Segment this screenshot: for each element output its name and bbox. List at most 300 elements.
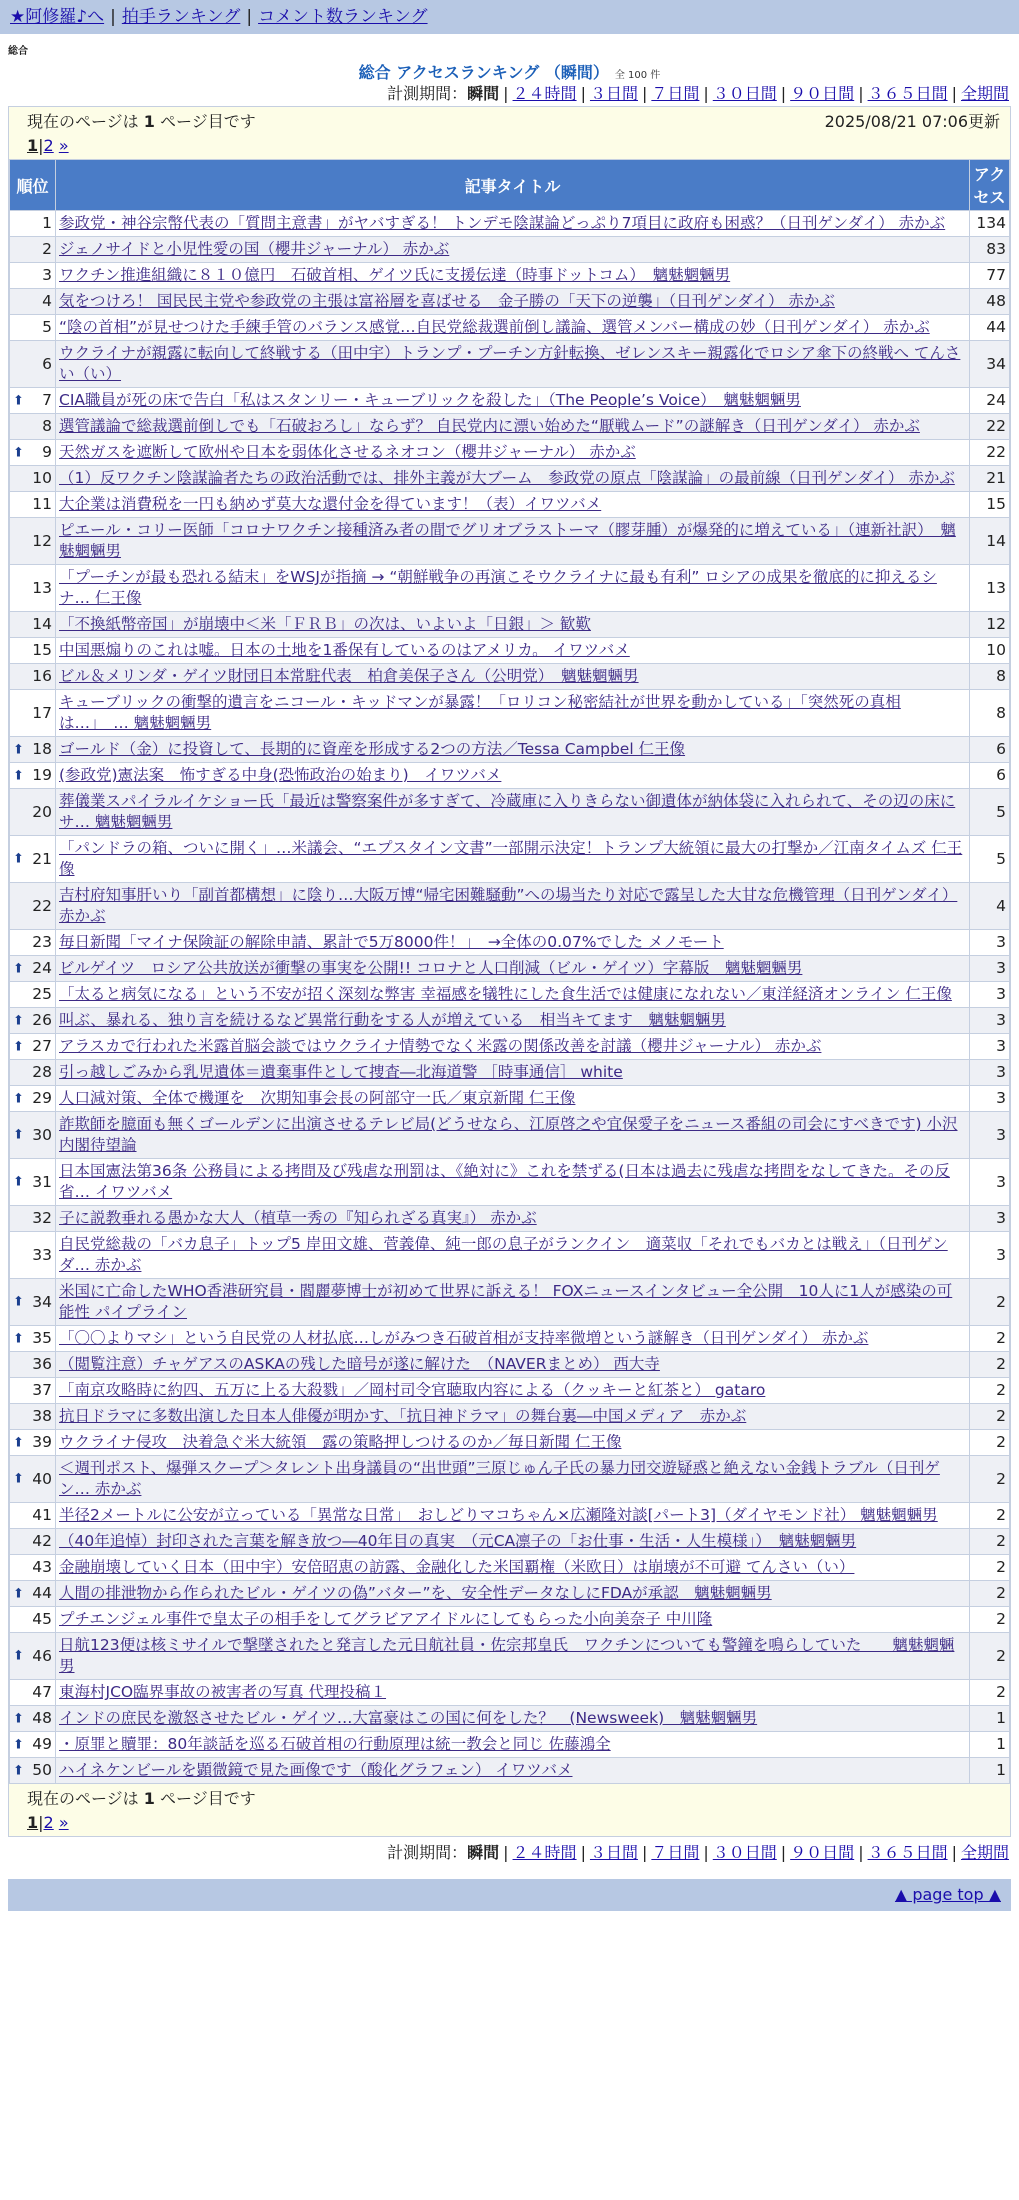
access-count: 10	[970, 638, 1010, 664]
rank-number: 40	[32, 1469, 52, 1488]
table-row	[10, 1706, 1010, 1732]
rank-up-arrow-icon: ⬆	[13, 1039, 24, 1054]
rank-cell	[10, 289, 56, 315]
rank-cell	[10, 518, 56, 565]
article-link[interactable]: （40年追悼）封印された言葉を解き放つ―40年目の真実 （元CA凛子の「お仕事・生活・人生模様」） 魑魅魍魎男	[59, 1532, 857, 1550]
rank-number: 30	[32, 1125, 52, 1144]
title-cell	[56, 1732, 970, 1758]
rank-number: 41	[32, 1506, 52, 1524]
title-cell	[56, 690, 970, 737]
title-cell	[56, 1378, 970, 1404]
title-cell	[56, 414, 970, 440]
page-current: 1	[27, 1813, 39, 1832]
article-link[interactable]: インドの庶民を激怒させたビル・ゲイツ…大富豪はこの国に何をした？ (Newsweek) 魑魅魍魎男	[59, 1709, 758, 1727]
article-link[interactable]: ・原罪と贖罪：80年談話を巡る石破首相の行動原理は統一教会と同じ 佐藤鴻全	[59, 1735, 611, 1753]
title-cell	[56, 440, 970, 466]
access-count: 3	[970, 1034, 1010, 1060]
table-row	[10, 1159, 1010, 1206]
rank-cell	[10, 414, 56, 440]
rank-cell	[10, 1581, 56, 1607]
rank-cell	[10, 341, 56, 388]
article-link[interactable]: （1）反ワクチン陰謀論者たちの政治活動では、排外主義が大ブーム 参政党の原点「陰謀論」の最前線（日刊ゲンダイ） 赤かぶ	[59, 469, 955, 487]
access-count: 2	[970, 1378, 1010, 1404]
article-link[interactable]: （閲覧注意）チャゲアスのASKAの残した暗号が遂に解けた （NAVERまとめ） 西大寺	[59, 1355, 660, 1373]
article-link[interactable]: 日航123便は核ミサイルで撃墜されたと発言した元日航社員・佐宗邦皇氏 ワクチンについても警鐘を鳴らしていた 魑魅魍魎男	[59, 1636, 955, 1675]
access-count: 1	[970, 1732, 1010, 1758]
rank-number: 31	[32, 1172, 52, 1191]
rank-up-arrow-icon: ⬆	[13, 1763, 24, 1778]
rank-cell	[10, 1555, 56, 1581]
article-link[interactable]: “陰の首相”が見せつけた手練手管のバランス感覚…自民党総裁選前倒し議論、選管メンバー構成の妙（日刊ゲンダイ） 赤かぶ	[59, 318, 930, 336]
access-count: 4	[970, 883, 1010, 930]
title-cell	[56, 1086, 970, 1112]
period-link[interactable]: ９０日間	[790, 1843, 855, 1862]
period-separator: |	[951, 1843, 957, 1862]
rank-cell	[10, 1633, 56, 1680]
article-link[interactable]: 詐欺師を臆面も無くゴールデンに出演させるテレビ局(どうせなら、江原啓之や宜保愛子をニュース番組の司会にすべきです) 小沢内閣待望論	[59, 1115, 958, 1154]
period-link[interactable]: ３日間	[589, 1843, 638, 1862]
rank-up-arrow-icon: ⬆	[13, 1091, 24, 1106]
rank-number: 45	[32, 1610, 52, 1628]
rank-cell	[10, 638, 56, 664]
rank-number: 35	[32, 1329, 52, 1347]
access-count: 2	[970, 1680, 1010, 1706]
rank-number: 32	[32, 1209, 52, 1227]
article-link[interactable]: 半径2メートルに公安が立っている「異常な日常」 おしどりマコちゃん×広瀬隆対談[パート3]（ダイヤモンド社） 魑魅魍魎男	[59, 1506, 938, 1524]
article-link[interactable]: プチエンジェル事件で皇太子の相手をしてグラビアアイドルにしてもらった小向美奈子 中川隆	[59, 1610, 713, 1628]
article-link[interactable]: (参政党)憲法案 怖すぎる中身(恐怖政治の始まり) イワツバメ	[59, 766, 502, 784]
article-link[interactable]: キューブリックの衝撃的遺言をニコール・キッドマンが暴露！「ロリコン秘密結社が世界を動かしている」「突然死の真相は…」 … 魑魅魍魎男	[59, 693, 901, 732]
page-separator: |	[38, 1813, 44, 1832]
article-link[interactable]: 叫ぶ、暴れる、独り言を続けるなど異常行動をする人が増えている 相当キてます 魑魅魍魎男	[59, 1011, 726, 1029]
table-row	[10, 690, 1010, 737]
article-link[interactable]: ピエール・コリー医師「コロナワクチン接種済み者の間でグリオブラストーマ（膠芽腫）が爆発的に増えている」（連新社訳） 魑魅魍魎男	[59, 521, 956, 560]
access-count: 2	[970, 1633, 1010, 1680]
rank-number: 5	[42, 318, 52, 336]
rank-cell	[10, 956, 56, 982]
rank-number: 28	[32, 1063, 52, 1081]
pager-status	[27, 1786, 1002, 1809]
rank-cell	[10, 1456, 56, 1503]
period-link[interactable]: ７日間	[651, 84, 700, 103]
rank-number: 24	[32, 959, 52, 977]
rank-number: 6	[42, 354, 52, 373]
table-row	[10, 1326, 1010, 1352]
article-link[interactable]: アラスカで行われた米露首脳会談ではウクライナ情勢でなく米露の関係改善を討議（櫻井ジャーナル） 赤かぶ	[59, 1037, 822, 1055]
rank-cell	[10, 1607, 56, 1633]
table-row	[10, 763, 1010, 789]
access-count: 3	[970, 930, 1010, 956]
rank-cell	[10, 763, 56, 789]
rank-cell	[10, 1529, 56, 1555]
article-link[interactable]: 「〇〇よりマシ」という自民党の人材払底…しがみつき石破首相が支持率微増という謎解き（日刊ゲンダイ） 赤かぶ	[59, 1329, 869, 1347]
title-cell	[56, 1159, 970, 1206]
access-header: アクセス	[970, 160, 1010, 211]
access-count: 1	[970, 1706, 1010, 1732]
next-page-link[interactable]: »	[58, 136, 69, 155]
access-count: 8	[970, 690, 1010, 737]
access-count: 8	[970, 664, 1010, 690]
title-cell	[56, 956, 970, 982]
rank-up-arrow-icon: ⬆	[13, 742, 24, 757]
rank-number: 36	[32, 1355, 52, 1373]
period-link[interactable]: ３０日間	[712, 1843, 777, 1862]
access-count: 44	[970, 315, 1010, 341]
access-count: 15	[970, 492, 1010, 518]
article-link[interactable]: ゴールド（金）に投資して、長期的に資産を形成する2つの方法／Tessa Campbel 仁王像	[59, 740, 686, 758]
page-links	[27, 136, 1002, 155]
page-2-link[interactable]: 2	[43, 1813, 54, 1832]
period-separator: |	[780, 84, 787, 103]
table-row	[10, 1378, 1010, 1404]
article-link[interactable]: 中国悪煽りのこれは嘘。日本の土地を1番保有しているのはアメリカ。 イワツバメ	[59, 641, 630, 659]
table-row	[10, 440, 1010, 466]
rank-up-arrow-icon: ⬆	[13, 851, 24, 867]
access-count: 134	[970, 211, 1010, 237]
period-link[interactable]: ３６５日間	[867, 84, 948, 103]
rank-cell	[10, 1706, 56, 1732]
article-link[interactable]: 「パンドラの箱、ついに開く」…米議会、“エプスタイン文書”一部開示決定！トランプ大統領に最大の打撃か／江南タイムズ 仁王像	[59, 839, 963, 878]
next-page-link[interactable]: »	[58, 1813, 69, 1832]
rank-cell	[10, 883, 56, 930]
rank-number: 14	[32, 615, 52, 633]
table-row	[10, 492, 1010, 518]
table-row	[10, 1008, 1010, 1034]
rank-cell	[10, 664, 56, 690]
rank-up-arrow-icon: ⬆	[13, 1648, 24, 1664]
rank-cell	[10, 440, 56, 466]
article-link[interactable]: ウクライナが親露に転向して終戦する（田中宇）トランプ・プーチン方針転換、ゼレンスキー親露化でロシア傘下の終戦へ てんさい（い）	[59, 344, 961, 383]
pager-prefix: 現在のページは	[27, 112, 139, 131]
rank-number: 48	[32, 1709, 52, 1727]
rank-number: 29	[32, 1089, 52, 1107]
access-count: 2	[970, 1352, 1010, 1378]
table-row	[10, 341, 1010, 388]
table-row	[10, 612, 1010, 638]
table-row	[10, 211, 1010, 237]
table-row	[10, 982, 1010, 1008]
home-link[interactable]: ★阿修羅♪へ	[10, 7, 105, 27]
title-cell	[56, 1206, 970, 1232]
access-count: 34	[970, 341, 1010, 388]
article-link[interactable]: 大企業は消費税を一円も納めず莫大な還付金を得ています！（表）イワツバメ	[59, 495, 602, 513]
rank-cell	[10, 1279, 56, 1326]
rank-cell	[10, 1680, 56, 1706]
access-count: 3	[970, 982, 1010, 1008]
ranking-title: 総合 アクセスランキング （瞬間）	[358, 63, 609, 82]
rank-cell	[10, 315, 56, 341]
period-separator: |	[780, 1843, 787, 1862]
period-separator: |	[703, 1843, 709, 1862]
title-cell	[56, 341, 970, 388]
table-row	[10, 1680, 1010, 1706]
table-row	[10, 1633, 1010, 1680]
table-row	[10, 1758, 1010, 1784]
access-count: 3	[970, 1112, 1010, 1159]
rank-header: 順位	[10, 160, 56, 211]
rank-number: 4	[42, 292, 52, 310]
period-separator: |	[641, 84, 648, 103]
article-link[interactable]: 選管議論で総裁選前倒しでも「石破おろし」ならず？ 自民党内に漂い始めた“厭戦ムード”の謎解き（日刊ゲンダイ） 赤かぶ	[59, 417, 920, 435]
rank-cell	[10, 211, 56, 237]
ranking-table-body	[10, 211, 1010, 1784]
rank-up-arrow-icon: ⬆	[13, 393, 24, 408]
access-count: 13	[970, 565, 1010, 612]
title-cell	[56, 388, 970, 414]
title-cell	[56, 518, 970, 565]
article-link[interactable]: 天然ガスを遮断して欧州や日本を弱体化させるネオコン（櫻井ジャーナル） 赤かぶ	[59, 443, 636, 461]
period-link[interactable]: ３６５日間	[867, 1843, 948, 1862]
period-separator: |	[858, 84, 864, 103]
top-nav-bar	[0, 0, 1019, 34]
access-count: 2	[970, 1529, 1010, 1555]
table-row	[10, 1555, 1010, 1581]
rank-up-arrow-icon: ⬆	[13, 1174, 24, 1190]
title-cell	[56, 1034, 970, 1060]
table-row	[10, 1529, 1010, 1555]
table-row	[10, 1456, 1010, 1503]
access-count: 3	[970, 956, 1010, 982]
article-link[interactable]: 参政党・神谷宗幣代表の「質問主意書」がヤバすぎる！ トンデモ陰謀論どっぷり7項目に政府も困惑？（日刊ゲンダイ） 赤かぶ	[59, 214, 946, 232]
footer-bar	[8, 1879, 1011, 1911]
pager-prefix: 現在のページは	[27, 1789, 139, 1808]
pager-top	[9, 107, 1010, 159]
period-link[interactable]: ９０日間	[790, 84, 855, 103]
table-row	[10, 1086, 1010, 1112]
rank-cell	[10, 1112, 56, 1159]
rank-cell	[10, 1503, 56, 1529]
rank-up-arrow-icon: ⬆	[13, 1737, 24, 1752]
access-count: 21	[970, 466, 1010, 492]
rank-number: 25	[32, 985, 52, 1003]
rank-cell	[10, 492, 56, 518]
article-link[interactable]: 金融崩壊していく日本（田中宇）安倍昭恵の訪露、金融化した米国覇権（米欧日）は崩壊が不可避 てんさい（い）	[59, 1558, 855, 1576]
rank-number: 18	[32, 740, 52, 758]
title-cell	[56, 1456, 970, 1503]
access-count: 3	[970, 1086, 1010, 1112]
title-cell	[56, 1279, 970, 1326]
period-label: 計測期間：	[387, 84, 468, 103]
title-cell	[56, 737, 970, 763]
title-cell	[56, 930, 970, 956]
article-link[interactable]: 人口減対策、全体で機運を 次期知事会長の阿部守一氏／東京新聞 仁王像	[59, 1089, 576, 1107]
rank-up-arrow-icon: ⬆	[13, 1711, 24, 1726]
period-link[interactable]: ７日間	[651, 1843, 700, 1862]
article-link[interactable]: 米国に亡命したWHO香港研究員・閻麗夢博士が初めて世界に訴える！ FOXニュースインタビュー全公開 10人に1人が感染の可能性 パイプライン	[59, 1282, 953, 1321]
table-row	[10, 956, 1010, 982]
rank-cell	[10, 1159, 56, 1206]
pager-bottom	[9, 1784, 1010, 1836]
table-row	[10, 1060, 1010, 1086]
title-cell	[56, 263, 970, 289]
article-link[interactable]: 日本国憲法第36条 公務員による拷問及び残虐な刑罰は、《絶対に》これを禁ずる(日本は過去に残虐な拷問をなしてきた。その反省… イワツバメ	[59, 1162, 950, 1201]
rank-number: 10	[32, 469, 52, 487]
rank-number: 27	[32, 1037, 52, 1055]
access-count: 14	[970, 518, 1010, 565]
period-link[interactable]: ２４時間	[512, 84, 577, 103]
period-separator: |	[951, 84, 957, 103]
title-cell	[56, 1430, 970, 1456]
article-link[interactable]: 引っ越しごみから乳児遺体＝遺棄事件として捜査―北海道警 ［時事通信］ white	[59, 1063, 623, 1081]
access-count: 5	[970, 789, 1010, 836]
rank-number: 34	[32, 1292, 52, 1311]
ranking-table	[9, 159, 1010, 1784]
page-2-link[interactable]: 2	[43, 136, 54, 155]
page-links	[27, 1813, 1002, 1832]
table-row	[10, 1232, 1010, 1279]
rank-number: 23	[32, 933, 52, 951]
rank-number: 46	[32, 1646, 52, 1665]
table-row	[10, 237, 1010, 263]
table-row	[10, 1581, 1010, 1607]
rank-cell	[10, 1378, 56, 1404]
rank-up-arrow-icon: ⬆	[13, 1586, 24, 1601]
period-link[interactable]: 全期間	[960, 84, 1009, 103]
rank-cell	[10, 1086, 56, 1112]
article-link[interactable]: 人間の排泄物から作られたビル・ゲイツの偽”バター”を、安全性データなしにFDAが承認 魑魅魍魎男	[59, 1584, 772, 1602]
title-cell	[56, 237, 970, 263]
rank-cell	[10, 737, 56, 763]
article-link[interactable]: ジェノサイドと小児性愛の国（櫻井ジャーナル） 赤かぶ	[59, 240, 450, 258]
table-row	[10, 263, 1010, 289]
table-row	[10, 466, 1010, 492]
title-cell	[56, 883, 970, 930]
access-count: 22	[970, 440, 1010, 466]
pager-current-number: 1	[143, 112, 155, 131]
title-cell	[56, 1581, 970, 1607]
page-separator: |	[38, 136, 44, 155]
title-cell	[56, 1529, 970, 1555]
access-count: 2	[970, 1607, 1010, 1633]
title-cell	[56, 1633, 970, 1680]
rank-up-arrow-icon: ⬆	[13, 768, 24, 783]
rank-cell	[10, 263, 56, 289]
rank-cell	[10, 1232, 56, 1279]
access-count: 1	[970, 1758, 1010, 1784]
title-cell	[56, 664, 970, 690]
table-row	[10, 836, 1010, 883]
rank-cell	[10, 1206, 56, 1232]
access-count: 2	[970, 1456, 1010, 1503]
title-cell	[56, 492, 970, 518]
title-cell	[56, 289, 970, 315]
article-link[interactable]: 吉村府知事肝いり「副首都構想」に陰り…大阪万博“帰宅困難騒動”への場当たり対応で露呈した大甘な危機管理（日刊ゲンダイ） 赤かぶ	[59, 886, 958, 925]
ranking-count: 全 100 件	[614, 70, 661, 81]
title-cell	[56, 638, 970, 664]
nav-separator: |	[246, 7, 253, 27]
title-cell	[56, 789, 970, 836]
nav-separator: |	[110, 7, 116, 27]
rank-number: 50	[32, 1761, 52, 1779]
rank-up-arrow-icon: ⬆	[13, 1435, 24, 1450]
rank-cell	[10, 836, 56, 883]
title-cell	[56, 1326, 970, 1352]
applause-ranking-link[interactable]: 拍手ランキング	[121, 7, 241, 27]
article-link[interactable]: 葬儀業スパイラルイケショー氏「最近は警察案件が多すぎて、冷蔵庫に入りきらない御遺体が納体袋に入れられて、その辺の床にサ… 魑魅魍魎男	[59, 792, 956, 831]
rank-up-arrow-icon: ⬆	[13, 445, 24, 460]
access-count: 6	[970, 763, 1010, 789]
title-cell	[56, 982, 970, 1008]
rank-up-arrow-icon: ⬆	[13, 1013, 24, 1028]
period-link[interactable]: 全期間	[960, 1843, 1009, 1862]
rank-number: 42	[32, 1532, 52, 1550]
category-label: 総合	[8, 46, 28, 57]
article-link[interactable]: ハイネケンビールを顕微鏡で見た画像です（酸化グラフェン） イワツバメ	[59, 1761, 573, 1779]
rank-cell	[10, 1732, 56, 1758]
rank-number: 1	[42, 214, 52, 232]
article-link[interactable]: ウクライナ侵攻 決着急ぐ米大統領 露の策略押しつけるのか／毎日新聞 仁王像	[59, 1433, 622, 1451]
rank-number: 26	[32, 1011, 52, 1029]
pager-suffix: ページ目です	[160, 1789, 256, 1808]
article-link[interactable]: 自民党総裁の「バカ息子」トップ5 岸田文雄、菅義偉、純一郎の息子がランクイン 適菜収「それでもバカとは戦え」（日刊ゲンダ… 赤かぶ	[59, 1235, 948, 1274]
period-current: 瞬間	[467, 1843, 500, 1862]
article-link[interactable]: 東海村JCO臨界事故の被害者の写真 代理投稿１	[59, 1683, 387, 1701]
title-cell	[56, 1352, 970, 1378]
pager-current-number: 1	[143, 1789, 155, 1808]
rank-number: 20	[32, 802, 52, 821]
article-link[interactable]: ワクチン推進組織に８１０億円 石破首相、ゲイツ氏に支援伝達（時事ドットコム） 魑魅魍魎男	[59, 266, 731, 284]
title-cell	[56, 1404, 970, 1430]
article-link[interactable]: 子に説教垂れる愚かな大人（植草一秀の『知られざる真実』） 赤かぶ	[59, 1209, 537, 1227]
access-count: 12	[970, 612, 1010, 638]
period-link[interactable]: ２４時間	[512, 1843, 577, 1862]
article-link[interactable]: 毎日新聞「マイナ保険証の解除申請、累計で5万8000件！」 →全体の0.07%でした メノモート	[59, 933, 724, 951]
article-link[interactable]: 「南京攻略時に約四、五万に上る大殺戮」／岡村司令官聴取内容による（クッキーと紅茶と） gataro	[59, 1381, 766, 1399]
ranking-heading	[0, 60, 1019, 82]
table-row	[10, 883, 1010, 930]
table-row	[10, 1279, 1010, 1326]
rank-cell	[10, 237, 56, 263]
rank-cell	[10, 1034, 56, 1060]
period-link[interactable]: ３日間	[589, 84, 638, 103]
title-cell	[56, 1607, 970, 1633]
rank-number: 37	[32, 1381, 52, 1399]
rank-cell	[10, 612, 56, 638]
page-top-link[interactable]: ▲ page top ▲	[894, 1885, 1001, 1904]
article-link[interactable]: CIA職員が死の床で告白「私はスタンリー・キューブリックを殺した」（The People’s Voice） 魑魅魍魎男	[59, 391, 801, 409]
rank-cell	[10, 1430, 56, 1456]
rank-cell	[10, 930, 56, 956]
title-cell	[56, 565, 970, 612]
article-link[interactable]: ビル＆メリンダ・ゲイツ財団日本常駐代表 柏倉美保子さん（公明党） 魑魅魍魎男	[59, 667, 639, 685]
table-row	[10, 1404, 1010, 1430]
access-count: 2	[970, 1279, 1010, 1326]
period-label: 計測期間：	[387, 1843, 468, 1862]
table-row	[10, 1206, 1010, 1232]
article-link[interactable]: 「プーチンが最も恐れる結末」をWSJが指摘 → “朝鮮戦争の再演こそウクライナに最も有利” ロシアの成果を徹底的に抑えるシナ… 仁王像	[59, 568, 937, 607]
rank-cell	[10, 565, 56, 612]
access-count: 5	[970, 836, 1010, 883]
period-separator: |	[703, 84, 709, 103]
article-link[interactable]: ビルゲイツ ロシア公共放送が衝撃の事実を公開!! コロナと人口削減（ビル・ゲイツ）字幕版 魑魅魍魎男	[59, 959, 803, 977]
title-cell	[56, 1680, 970, 1706]
table-row	[10, 315, 1010, 341]
ranking-container	[8, 106, 1011, 1837]
table-row	[10, 565, 1010, 612]
article-link[interactable]: ＜週刊ポスト、爆弾スクープ＞タレント出身議員の“出世頭”三原じゅん子氏の暴力団交遊疑惑と絶えない金銭トラブル（日刊ゲン… 赤かぶ	[59, 1459, 940, 1498]
access-count: 2	[970, 1555, 1010, 1581]
article-link[interactable]: 抗日ドラマに多数出演した日本人俳優が明かす、「抗日神ドラマ」の舞台裏―中国メディア 赤かぶ	[59, 1407, 747, 1425]
rank-cell	[10, 982, 56, 1008]
article-link[interactable]: 「太ると病気になる」という不安が招く深刻な弊害 幸福感を犠牲にした食生活では健康になれない／東洋経済オンライン 仁王像	[59, 985, 952, 1003]
title-cell	[56, 466, 970, 492]
article-link[interactable]: 気をつけろ！ 国民民主党や参政党の主張は富裕層を喜ばせる 金子勝の「天下の逆襲」（日刊ゲンダイ） 赤かぶ	[59, 292, 835, 310]
comment-ranking-link[interactable]: コメント数ランキング	[258, 7, 428, 27]
article-link[interactable]: 「不換紙幣帝国」が崩壊中＜米「ＦＲＢ」の次は、いよいよ「日銀」＞ 歓歎	[59, 615, 591, 633]
table-row	[10, 1034, 1010, 1060]
period-link[interactable]: ３０日間	[712, 84, 777, 103]
rank-number: 2	[42, 240, 52, 258]
